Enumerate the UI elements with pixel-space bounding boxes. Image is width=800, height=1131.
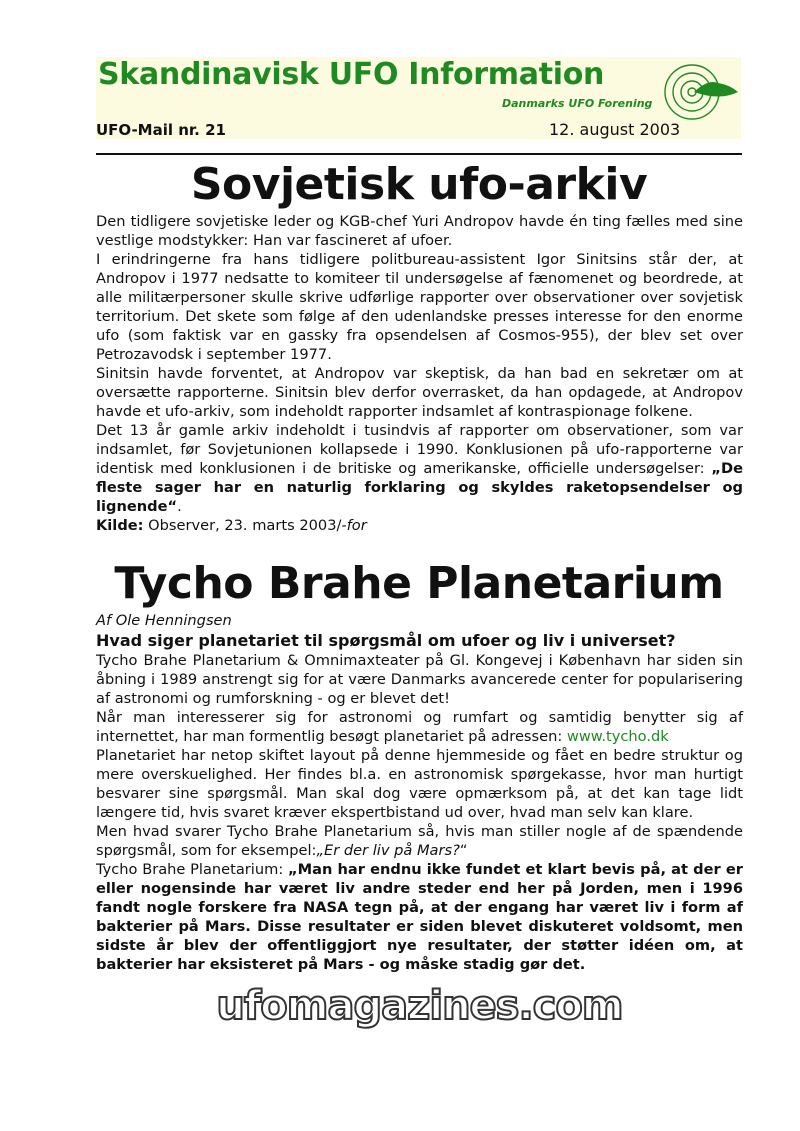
- source-text: Observer, 23. marts 2003/: [143, 517, 342, 534]
- article-body: [96, 212, 743, 535]
- article-title: Sovjetisk ufo-arkiv: [190, 159, 648, 210]
- answer-label: Tycho Brahe Planetarium:: [96, 861, 288, 878]
- paragraph: Tycho Brahe Planetarium & Omnimaxteater på Gl. Kongevej i København har siden sin åbning i 1989 anstrengt sig for at være Danmarks avancerede center for popularisering af astronomi og rumforskning - og er blevet det!: [96, 652, 743, 707]
- paragraph-text: Men hvad svarer Tycho Brahe Planetarium så, hvis man stiller nogle af de spændende spørgsmål, som for eksempel:: [96, 823, 743, 859]
- answer-quote: „Man har endnu ikke fundet et klart bevis på, at der er eller nogensinde har været liv andre steder end her på Jorden, men i 1996 fandt nogle forskere fra NASA tegn på, at der engang har været liv i form af bakterier på Mars. Disse resultater er siden blevet diskuteret voldsomt, men sidste år blev der offentliggjort nye resultater, der støtter idéen om, at bakterier har eksisteret på Mars - og måske stadig gør det.: [96, 861, 743, 973]
- paragraph: [96, 860, 743, 974]
- paragraph-end: .: [177, 498, 182, 515]
- byline: [96, 611, 743, 630]
- quote: „De fleste sager har en naturlig forklaring og skyldes raketopsendelser og lignende“: [96, 460, 743, 515]
- paragraph: Den tidligere sovjetiske leder og KGB-chef Yuri Andropov havde én ting fælles med sine vestlige modstykker: Han var fascineret af ufoer.: [96, 213, 743, 249]
- paragraph: Planetariet har netop skiftet layout på denne hjemmeside og fået en bedre struktur og mere overskuelighed. Her findes bl.a. en astronomisk spørgekasse, hvor man hurtigt besvarer sine spørgsmål. Man skal dog være opmærksom på, at det kan tage lidt længere tid, hvis svaret kræver ekspertbistand ud over, hvad man selv kan klare.: [96, 747, 743, 821]
- source-line: [96, 516, 743, 535]
- article-body: [96, 611, 743, 974]
- byline-text: Af Ole Henningsen: [96, 612, 232, 629]
- paragraph-end: “: [459, 842, 468, 859]
- paragraph: I erindringerne fra hans tidligere politbureau-assistent Igor Sinitsins står der, at Andropov i 1977 nedsatte to komiteer til undersøgelse af fænomenet og beordrede, at alle militærpersoner skulle skrive udførlige rapporter over observationer over sovjetisk territorium. Det skete som følge af den udenlandske presses interesse for den enorme ufo (som faktisk var en gassky fra opsendelsen af Cosmos-955), der blev set over Petrozavodsk i september 1977.: [96, 251, 743, 363]
- header-divider: [96, 153, 742, 155]
- author-signature: -for: [341, 517, 367, 534]
- lead-heading: Hvad siger planetariet til spørgsmål om ufoer og liv i universet?: [96, 631, 676, 650]
- issue-number: UFO-Mail nr. 21: [96, 121, 226, 139]
- newsletter-header: [96, 57, 741, 139]
- paragraph-text: Det 13 år gamle arkiv indeholdt i tusindvis af rapporter om observationer, som var indsamlet, før Sovjetunionen kollapsede i 1990. Konklusionen på ufo-rapporterne var identisk med konklusionen i de britiske og amerikanske, officielle undersøgelser:: [96, 422, 743, 477]
- organization-name: Danmarks UFO Forening: [502, 97, 653, 110]
- document-page: [96, 0, 743, 1030]
- issue-date: 12. august 2003: [549, 120, 681, 139]
- paragraph-text: Når man interesserer sig for astronomi og rumfart og samtidig benytter sig af internettet, har man formentlig besøgt planetariet på adressen:: [96, 709, 743, 745]
- website-link[interactable]: www.tycho.dk: [566, 728, 669, 745]
- paragraph: [96, 708, 743, 746]
- newsletter-title: Skandinavisk UFO Information: [98, 57, 605, 92]
- article-title: Tycho Brahe Planetarium: [114, 558, 724, 609]
- source-label: Kilde:: [96, 517, 144, 534]
- paragraph: [96, 421, 743, 516]
- ufo-logo-icon: [664, 59, 740, 123]
- paragraph: [96, 822, 743, 860]
- paragraph: Sinitsin havde forventet, at Andropov var skeptisk, da han bad en sekretær om at oversætte rapporterne. Sinitsin blev derfor overrasket, da han opdagede, at Andropov havde et ufo-arkiv, som indeholdt rapporter indsamlet af kontraspionage folkene.: [96, 365, 743, 420]
- watermark: ufomagazines.com: [216, 983, 623, 1029]
- question: „Er der liv på Mars?: [316, 842, 460, 859]
